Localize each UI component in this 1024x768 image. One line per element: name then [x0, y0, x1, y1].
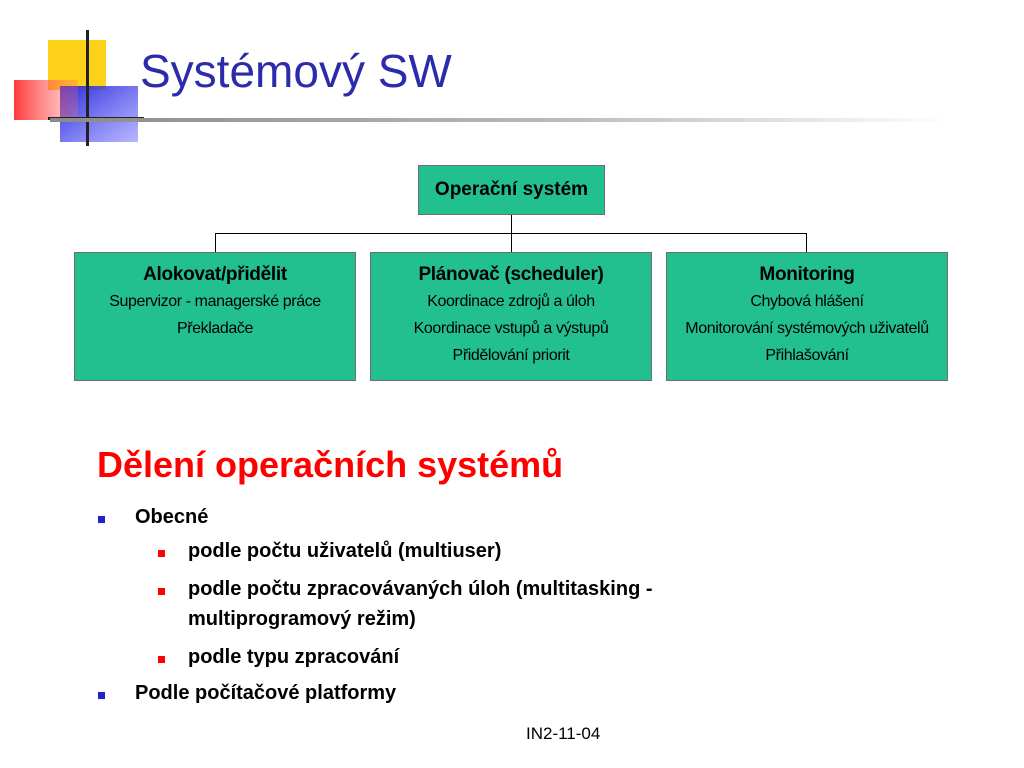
- org-box-heading: Plánovač (scheduler): [418, 264, 604, 285]
- org-box-line: Supervizor - managerské práce: [109, 293, 321, 310]
- org-chart-root: Operační systém: [418, 165, 605, 215]
- org-box-line: Chybová hlášení: [750, 293, 864, 310]
- title-divider: [50, 118, 950, 122]
- sub-bullet-item: podle typu zpracování: [188, 646, 400, 668]
- slide-footer: IN2-11-04: [526, 724, 601, 743]
- bullet-marker-icon: [158, 550, 165, 557]
- org-box-line: Monitorování systémových uživatelů: [685, 320, 929, 337]
- org-box-line: Koordinace zdrojů a úloh: [427, 293, 595, 310]
- slide-logo-icon: [0, 0, 150, 150]
- org-box-heading: Monitoring: [759, 264, 855, 285]
- org-chart-box-alokovat: [74, 252, 356, 381]
- sub-bullet-item-continuation: multiprogramový režim): [188, 608, 416, 630]
- bullet-marker-icon: [158, 588, 165, 595]
- org-box-heading: Alokovat/přidělit: [143, 264, 287, 285]
- connector-vertical-left: [215, 233, 216, 252]
- bullet-item: Podle počítačové platformy: [135, 682, 397, 704]
- bullet-item: Obecné: [135, 506, 209, 528]
- org-box-line: Přidělování priorit: [452, 347, 570, 364]
- org-box-line: Přihlašování: [765, 347, 849, 364]
- org-chart-box-monitoring: [666, 252, 948, 381]
- sub-bullet-item: podle počtu uživatelů (multiuser): [188, 540, 502, 562]
- section-heading: Dělení operačních systémů: [97, 444, 564, 485]
- org-chart-box-planovac: [370, 252, 652, 381]
- connector-horizontal: [215, 233, 807, 234]
- connector-vertical-right: [806, 233, 807, 252]
- bullet-marker-icon: [98, 692, 105, 699]
- bullet-marker-icon: [158, 656, 165, 663]
- bullet-marker-icon: [98, 516, 105, 523]
- sub-bullet-item: podle počtu zpracovávaných úloh (multitasking -: [188, 578, 653, 600]
- org-box-line: Překladače: [176, 320, 254, 337]
- slide-title: Systémový SW: [140, 45, 452, 97]
- org-box-line: Koordinace vstupů a výstupů: [413, 320, 609, 337]
